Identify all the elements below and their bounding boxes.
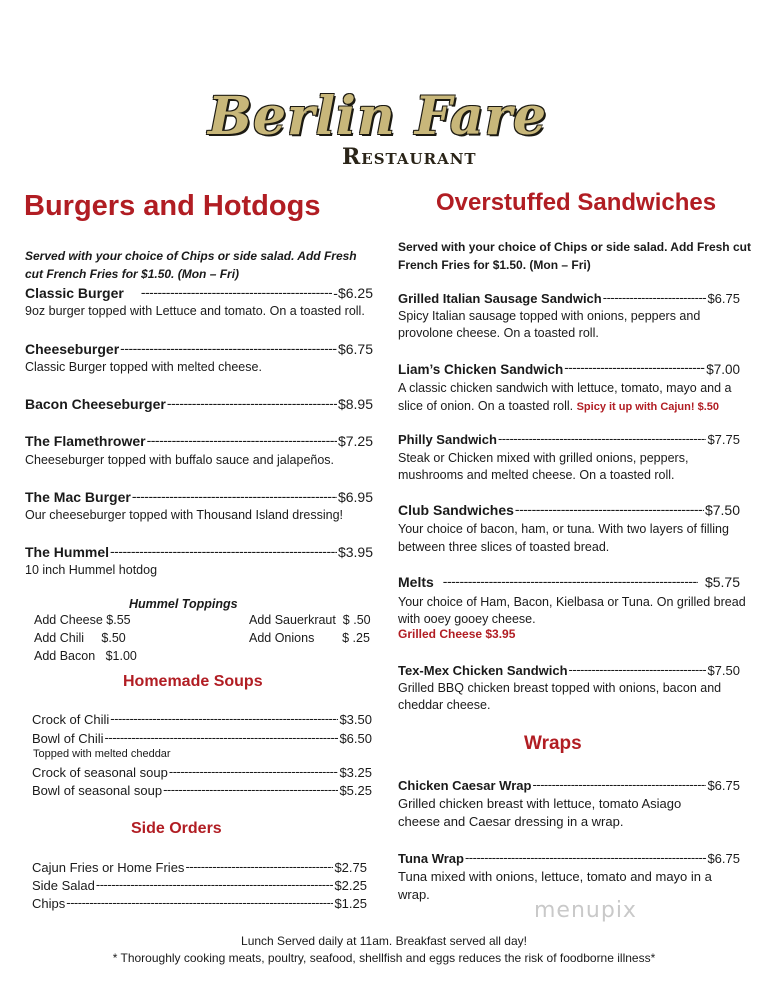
item-name: Bacon Cheeseburger	[25, 396, 166, 412]
item-name: Cheeseburger	[25, 341, 120, 357]
item-name: Classic Burger	[25, 285, 124, 301]
item-name: Melts	[398, 574, 434, 590]
menupix-watermark: menupix	[534, 898, 637, 923]
topping-item: Add Onions $ .25	[249, 631, 370, 645]
item-price: $6.95	[337, 489, 373, 505]
restaurant-logo	[208, 86, 548, 182]
item-price: $7.50	[707, 663, 740, 678]
soups-title: Homemade Soups	[123, 673, 263, 690]
item-description: Spicy Italian sausage topped with onions, peppers and	[398, 309, 701, 323]
soup-note: Topped with melted cheddar	[33, 748, 171, 760]
item-name: Tex-Mex Chicken Sandwich	[398, 663, 568, 678]
item-name: Liam’s Chicken Sandwich	[398, 361, 564, 377]
menu-item	[32, 711, 372, 727]
leader-dots	[167, 395, 337, 409]
leader-dots	[132, 488, 337, 502]
leader-dots	[564, 360, 705, 374]
item-description	[398, 397, 719, 416]
menu-item	[25, 488, 373, 505]
item-price: $2.25	[334, 878, 367, 893]
item-name: The Hummel	[25, 544, 110, 560]
menu-item	[32, 877, 367, 893]
item-description: Tuna mixed with onions, lettuce, tomato and mayo in a	[398, 869, 712, 884]
item-price: $2.75	[334, 860, 367, 875]
leader-dots	[141, 284, 332, 298]
menu-item	[398, 360, 740, 377]
menu-item	[25, 284, 373, 301]
burgers-title: Burgers and Hotdogs	[24, 190, 321, 222]
leader-dots	[603, 290, 707, 303]
leader-dots	[105, 730, 339, 743]
item-description-text: slice of onion. On a toasted roll.	[398, 399, 574, 413]
item-price: $3.25	[339, 765, 372, 780]
menu-item	[32, 895, 367, 911]
leader-dots	[66, 895, 333, 908]
leader-dots	[110, 543, 337, 557]
item-description: A classic chicken sandwich with lettuce, tomato, mayo and a	[398, 381, 732, 395]
item-name: Tuna Wrap	[398, 851, 464, 866]
menu-item	[398, 850, 740, 866]
item-description: Grilled chicken breast with lettuce, tomato Asiago	[398, 796, 682, 811]
leader-dots	[498, 431, 706, 444]
leader-dots	[163, 782, 338, 795]
menu-item	[32, 782, 372, 798]
item-name: Crock of Chili	[32, 712, 110, 727]
item-price: $7.25	[337, 433, 373, 449]
item-price: $6.75	[707, 778, 740, 793]
leader-dots	[569, 662, 707, 675]
item-name: Side Salad	[32, 878, 95, 893]
menu-item	[398, 501, 740, 518]
leader-dots	[443, 573, 698, 587]
item-price: $6.75	[707, 851, 740, 866]
leader-dots	[110, 711, 338, 724]
item-description: provolone cheese. On a toasted roll.	[398, 326, 599, 340]
menu-item	[398, 290, 740, 306]
leader-dots	[185, 859, 333, 872]
item-price: $3.95	[337, 544, 373, 560]
item-price: $5.75	[704, 574, 740, 590]
item-name: Chicken Caesar Wrap	[398, 778, 532, 793]
leader-dots	[465, 850, 706, 863]
leader-dots	[147, 432, 337, 446]
item-name: Chips	[32, 896, 66, 911]
item-name: The Mac Burger	[25, 489, 131, 505]
item-price: $3.50	[339, 712, 372, 727]
footer-hours: Lunch Served daily at 11am. Breakfast served all day!	[241, 934, 527, 948]
topping-item: Add Cheese $.55	[34, 613, 131, 627]
menu-item	[398, 431, 740, 447]
menu-item	[32, 730, 372, 746]
grilled-cheese-note: Grilled Cheese $3.95	[398, 627, 516, 641]
item-price: $1.25	[334, 896, 367, 911]
item-description: with ooey gooey cheese.	[398, 612, 536, 626]
item-description: Classic Burger topped with melted cheese.	[25, 360, 262, 374]
item-price: $5.25	[339, 783, 372, 798]
item-description: 9oz burger topped with Lettuce and tomato. On a toasted roll.	[25, 304, 365, 318]
item-name: Grilled Italian Sausage Sandwich	[398, 291, 602, 306]
item-description: Grilled BBQ chicken breast topped with onions, bacon and	[398, 681, 722, 695]
cajun-addon: Spicy it up with Cajun! $.50	[576, 401, 720, 413]
menu-item	[398, 662, 740, 678]
item-price: $6.75	[707, 291, 740, 306]
toppings-title: Hummel Toppings	[129, 597, 238, 611]
item-description: Your choice of bacon, ham, or tuna. With two layers of filling	[398, 522, 729, 536]
item-description: mushrooms and melted cheese. On a toasted roll.	[398, 468, 675, 482]
item-name: Bowl of seasonal soup	[32, 783, 163, 798]
item-description: cheese and Caesar dressing in a wrap.	[398, 814, 624, 829]
leader-dots	[169, 764, 339, 777]
item-name: Cajun Fries or Home Fries	[32, 860, 185, 875]
item-description: Steak or Chicken mixed with grilled onions, peppers,	[398, 451, 689, 465]
item-description: 10 inch Hummel hotdog	[25, 563, 158, 577]
menu-item	[398, 573, 740, 590]
logo-name: Berlin Fare	[208, 86, 548, 147]
wraps-title: Wraps	[524, 733, 582, 754]
item-name: Club Sandwiches	[398, 502, 514, 518]
menu-item	[398, 777, 740, 793]
item-price: $6.50	[339, 731, 372, 746]
item-description: Our cheeseburger topped with Thousand Island dressing!	[25, 508, 344, 522]
menu-item	[25, 340, 373, 357]
menu-item	[32, 859, 367, 875]
leader-dots	[96, 877, 334, 890]
topping-item: Add Sauerkraut $ .50	[249, 613, 371, 627]
leader-dots	[120, 340, 337, 354]
leader-dots	[532, 777, 706, 790]
footer-warning: * Thoroughly cooking meats, poultry, seafood, shellfish and eggs reduces the risk of foodborne illness*	[112, 951, 656, 965]
sandwiches-intro: Served with your choice of Chips or side salad. Add Fresh cut French Fries for $1.50. (Mon – Fri)	[398, 240, 751, 272]
burgers-intro: Served with your choice of Chips or side salad. Add Fresh cut French Fries for $1.50. (Mon – Fri)	[25, 249, 357, 281]
menu-item	[25, 543, 373, 560]
sides-title: Side Orders	[131, 820, 222, 837]
item-price: $7.50	[704, 502, 740, 518]
item-description: wrap.	[398, 887, 430, 902]
menu-item	[25, 432, 373, 449]
sandwiches-title: Overstuffed Sandwiches	[436, 189, 717, 216]
menu-item	[25, 395, 373, 412]
item-name: Bowl of Chili	[32, 731, 104, 746]
topping-item: Add Chili $.50	[34, 631, 126, 645]
leader-dots	[515, 501, 704, 515]
item-price: $7.00	[706, 361, 740, 377]
item-price: $7.75	[707, 432, 740, 447]
topping-item: Add Bacon $1.00	[34, 649, 137, 663]
menu-item	[32, 764, 372, 780]
item-description: Cheeseburger topped with buffalo sauce and jalapeños.	[25, 453, 335, 467]
item-name: Crock of seasonal soup	[32, 765, 168, 780]
item-price: -$6.25	[333, 285, 373, 301]
logo-subtitle: Restaurant	[342, 144, 477, 170]
item-name: Philly Sandwich	[398, 432, 497, 447]
item-price: $8.95	[337, 396, 373, 412]
item-price: $6.75	[337, 341, 373, 357]
item-description: Your choice of Ham, Bacon, Kielbasa or Tuna. On grilled bread	[398, 595, 746, 609]
item-description: cheddar cheese.	[398, 698, 491, 712]
item-description: between three slices of toasted bread.	[398, 540, 610, 554]
item-name: The Flamethrower	[25, 433, 146, 449]
